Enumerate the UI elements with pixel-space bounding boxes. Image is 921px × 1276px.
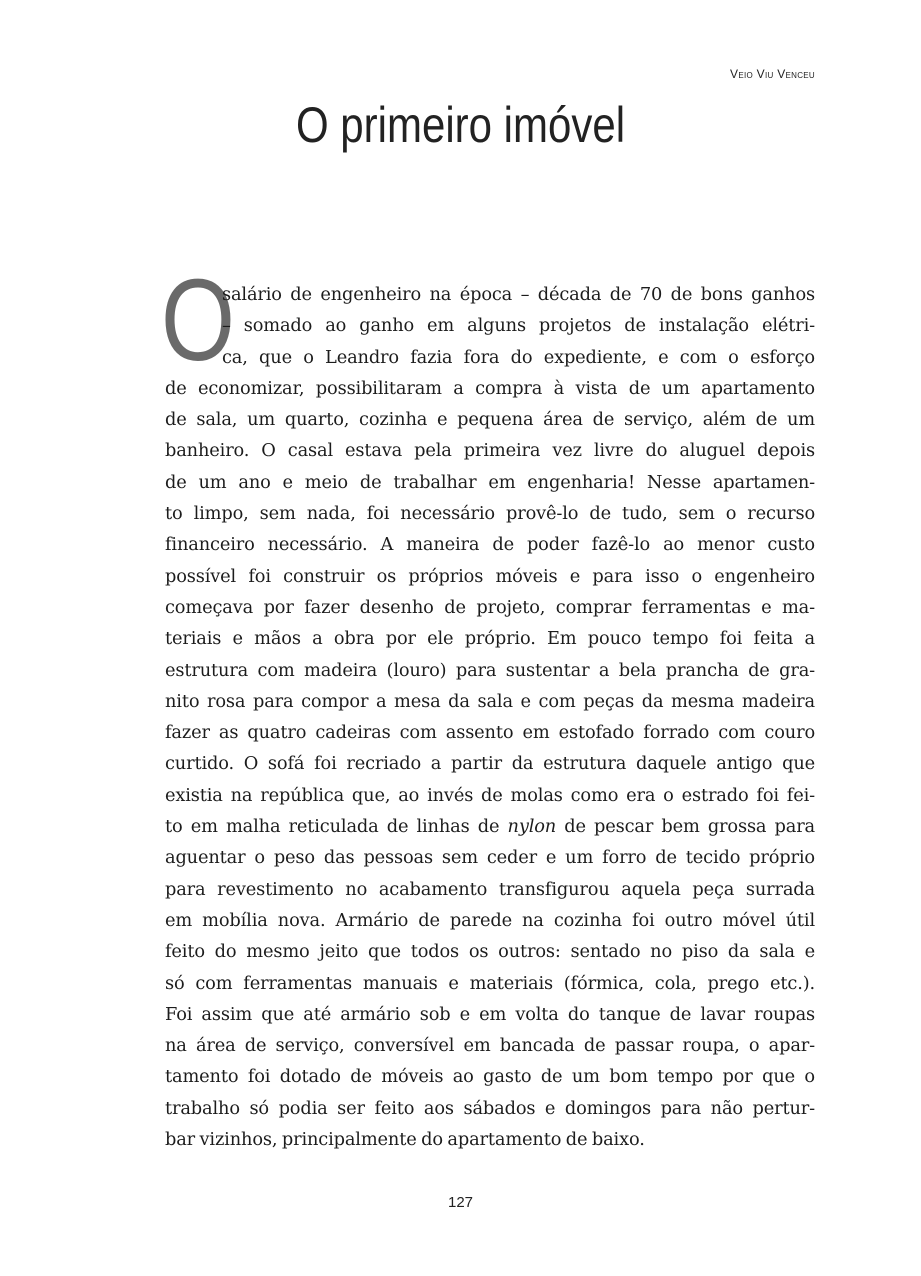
text-line: banheiro. O casal estava pela primeira vez livre do aluguel depois xyxy=(165,440,815,462)
text-line: trabalho só podia ser feito aos sábados e domingos para não pertur- xyxy=(165,1097,815,1119)
text-line: existia na república que, ao invés de molas como era o estrado foi fei- xyxy=(165,784,815,806)
text-line: em mobília nova. Armário de parede na cozinha foi outro móvel útil xyxy=(165,909,815,931)
chapter-title: O primeiro imóvel xyxy=(295,97,626,153)
text-line: financeiro necessário. A maneira de poder fazê-lo ao menor custo xyxy=(165,534,815,556)
text-line: to limpo, sem nada, foi necessário provê-lo de tudo, sem o recurso xyxy=(165,503,815,525)
text-segment: de pescar bem grossa para xyxy=(556,816,816,838)
text-line: para revestimento no acabamento transfigurou aquela peça surrada xyxy=(165,878,815,900)
text-line-mixed xyxy=(165,811,815,842)
text-line: tamento foi dotado de móveis ao gasto de um bom tempo por que o xyxy=(165,1066,815,1088)
text-segment: to em malha reticulada de linhas de xyxy=(165,816,508,838)
drop-cap: O xyxy=(161,255,235,385)
body-paragraph xyxy=(165,279,815,1155)
text-line: de um ano e meio de trabalhar em engenharia! Nesse apartamen- xyxy=(165,471,815,493)
text-line: curtido. O sofá foi recriado a partir da estrutura daquele antigo que xyxy=(165,753,815,775)
text-line: na área de serviço, conversível em bancada de passar roupa, o apar- xyxy=(165,1035,815,1057)
text-line: nito rosa para compor a mesa da sala e com peças da mesma madeira xyxy=(165,690,815,712)
text-line: teriais e mãos a obra por ele próprio. Em pouco tempo foi feita a xyxy=(165,628,815,650)
text-line: só com ferramentas manuais e materiais (fórmica, cola, prego etc.). xyxy=(165,972,815,994)
italic-term: nylon xyxy=(507,816,557,838)
text-line: bar vizinhos, principalmente do apartamento de baixo. xyxy=(165,1129,645,1151)
text-line: de sala, um quarto, cozinha e pequena área de serviço, além de um xyxy=(165,409,815,431)
text-line: ca, que o Leandro fazia fora do expediente, e com o esforço xyxy=(222,346,815,368)
text-line: Foi assim que até armário sob e em volta do tanque de lavar roupas xyxy=(165,1003,815,1025)
text-line: começava por fazer desenho de projeto, comprar ferramentas e ma- xyxy=(165,596,815,618)
text-line: – somado ao ganho em alguns projetos de instalação elétri- xyxy=(222,315,815,337)
text-line: fazer as quatro cadeiras com assento em estofado forrado com couro xyxy=(165,722,815,744)
page-number: 127 xyxy=(447,1194,474,1211)
text-line: feito do mesmo jeito que todos os outros: sentado no piso da sala e xyxy=(165,941,815,963)
text-line: de economizar, possibilitaram a compra à vista de um apartamento xyxy=(165,377,815,399)
running-head: Veio Viu Venceu xyxy=(730,67,815,81)
text-line: aguentar o peso das pessoas sem ceder e um forro de tecido próprio xyxy=(165,847,815,869)
text-line: estrutura com madeira (louro) para sustentar a bela prancha de gra- xyxy=(165,659,815,681)
text-line: possível foi construir os próprios móveis e para isso o engenheiro xyxy=(165,565,815,587)
text-line: salário de engenheiro na época – década de 70 de bons ganhos xyxy=(222,284,815,305)
